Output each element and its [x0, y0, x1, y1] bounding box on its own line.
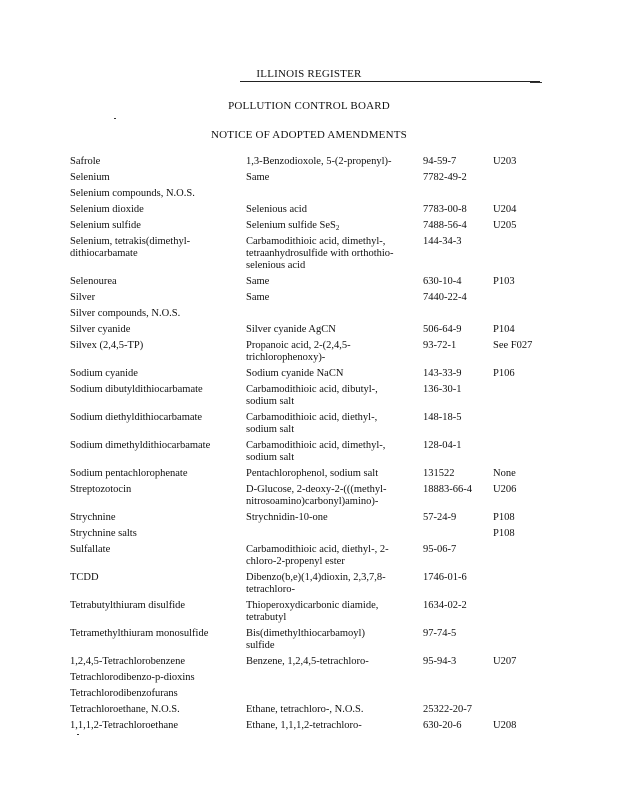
- constituent-name: Silver compounds, N.O.S.: [70, 308, 181, 319]
- header-rule: [240, 81, 540, 82]
- board-title: POLLUTION CONTROL BOARD: [228, 100, 390, 112]
- chemical-synonym: Same: [246, 172, 270, 183]
- constituent-name: Tetramethylthiuram monosulfide: [70, 628, 209, 639]
- chemical-synonym: Bis(dimethylthiocarbamoyl) sulfide: [246, 628, 365, 651]
- waste-code: U205: [493, 220, 517, 231]
- cas-number: 630-10-4: [423, 276, 462, 287]
- waste-code: U204: [493, 204, 517, 215]
- table-row: [0, 720, 618, 732]
- chemical-synonym: Dibenzo(b,e)(1,4)dioxin, 2,3,7,8- tetrachloro-: [246, 572, 386, 595]
- table-row: [0, 672, 618, 684]
- waste-code: P106: [493, 368, 515, 379]
- table-row: [0, 292, 618, 304]
- constituent-name: Tetrabutylthiuram disulfide: [70, 600, 186, 611]
- chemical-synonym: Carbamodithioic acid, dimethyl-, sodium salt: [246, 440, 386, 463]
- table-row: [0, 368, 618, 380]
- chemical-synonym: Sodium cyanide NaCN: [246, 368, 344, 379]
- waste-code: P108: [493, 528, 515, 539]
- constituent-name: Tetrachlorodibenzofurans: [70, 688, 178, 699]
- chemical-synonym: Ethane, tetrachloro-, N.O.S.: [246, 704, 364, 715]
- waste-code: U203: [493, 156, 517, 167]
- table-row: [0, 236, 618, 272]
- cas-number: 136-30-1: [423, 384, 462, 395]
- chemical-synonym: Carbamodithioic acid, dimethyl-, tetraanhydrosulfide with orthothio- selenious acid: [246, 236, 394, 271]
- cas-number: 630-20-6: [423, 720, 462, 731]
- chemical-synonym: Pentachlorophenol, sodium salt: [246, 468, 379, 479]
- cas-number: 57-24-9: [423, 512, 457, 523]
- chemical-synonym: Selenious acid: [246, 204, 307, 215]
- table-row: [0, 204, 618, 216]
- table-row: [0, 512, 618, 524]
- constituent-name: Selenium, tetrakis(dimethyl- dithiocarbamate: [70, 236, 191, 259]
- table-row: [0, 484, 618, 508]
- table-row: [0, 544, 618, 568]
- notice-title: NOTICE OF ADOPTED AMENDMENTS: [211, 129, 407, 141]
- chemical-synonym: Ethane, 1,1,1,2-tetrachloro-: [246, 720, 362, 731]
- table-row: [0, 412, 618, 436]
- constituent-name: Sodium cyanide: [70, 368, 138, 379]
- constituent-name: Selenium compounds, N.O.S.: [70, 188, 195, 199]
- table-row: [0, 188, 618, 200]
- table-row: [0, 656, 618, 668]
- constituent-name: Tetrachlorodibenzo-p-dioxins: [70, 672, 195, 683]
- constituent-name: Silvex (2,4,5-TP): [70, 340, 144, 351]
- constituent-name: Sulfallate: [70, 544, 111, 555]
- cas-number: 95-94-3: [423, 656, 457, 667]
- chemical-synonym: D-Glucose, 2-deoxy-2-(((methyl- nitrosoamino)carbonyl)amino)-: [246, 484, 387, 507]
- chemical-synonym: Selenium sulfide SeS$_2$: [246, 220, 340, 232]
- table-row: [0, 600, 618, 624]
- chemical-synonym: Same: [246, 292, 270, 303]
- cas-number: 95-06-7: [423, 544, 457, 555]
- waste-code: U206: [493, 484, 517, 495]
- chemical-synonym: Benzene, 1,2,4,5-tetrachloro-: [246, 656, 369, 667]
- chemical-synonym: Same: [246, 276, 270, 287]
- chemical-synonym: Propanoic acid, 2-(2,4,5- trichlorophenoxy)-: [246, 340, 351, 363]
- table-row: [0, 384, 618, 408]
- constituent-name: Selenourea: [70, 276, 117, 287]
- constituent-name: TCDD: [70, 572, 99, 583]
- constituent-name: 1,1,1,2-Tetrachloroethane: [70, 720, 179, 731]
- waste-code: None: [493, 468, 516, 479]
- header-rule-tick: [530, 82, 542, 83]
- hazardous-constituents-table: [0, 156, 618, 736]
- chemical-synonym: Carbamodithioic acid, diethyl-, sodium salt: [246, 412, 378, 435]
- table-row: [0, 324, 618, 336]
- table-row: [0, 468, 618, 480]
- cas-number: 128-04-1: [423, 440, 462, 451]
- table-row: [0, 704, 618, 716]
- constituent-name: Selenium: [70, 172, 110, 183]
- cas-number: 25322-20-7: [423, 704, 472, 715]
- scan-speck: [114, 118, 116, 119]
- cas-number: 7783-00-8: [423, 204, 467, 215]
- waste-code: U207: [493, 656, 517, 667]
- chemical-synonym: 1,3-Benzodioxole, 5-(2-propenyl)-: [246, 156, 392, 167]
- scan-speck: [77, 734, 79, 735]
- constituent-name: Strychnine: [70, 512, 116, 523]
- register-title: ILLINOIS REGISTER: [256, 68, 362, 80]
- cas-number: 7440-22-4: [423, 292, 467, 303]
- waste-code: P103: [493, 276, 515, 287]
- cas-number: 1746-01-6: [423, 572, 467, 583]
- cas-number: 94-59-7: [423, 156, 457, 167]
- table-row: [0, 340, 618, 364]
- table-row: [0, 172, 618, 184]
- constituent-name: Streptozotocin: [70, 484, 132, 495]
- chemical-synonym: Carbamodithioic acid, dibutyl-, sodium salt: [246, 384, 378, 407]
- cas-number: 148-18-5: [423, 412, 462, 423]
- constituent-name: Silver: [70, 292, 96, 303]
- table-row: [0, 308, 618, 320]
- constituent-name: Safrole: [70, 156, 101, 167]
- constituent-name: 1,2,4,5-Tetrachlorobenzene: [70, 656, 186, 667]
- table-row: [0, 220, 618, 232]
- table-row: [0, 628, 618, 652]
- constituent-name: Tetrachloroethane, N.O.S.: [70, 704, 180, 715]
- chemical-synonym: Thioperoxydicarbonic diamide, tetrabutyl: [246, 600, 379, 623]
- table-row: [0, 572, 618, 596]
- cas-number: 144-34-3: [423, 236, 462, 247]
- table-row: [0, 276, 618, 288]
- cas-number: 7488-56-4: [423, 220, 467, 231]
- constituent-name: Silver cyanide: [70, 324, 131, 335]
- constituent-name: Strychnine salts: [70, 528, 137, 539]
- chemical-synonym: Strychnidin-10-one: [246, 512, 328, 523]
- cas-number: 18883-66-4: [423, 484, 472, 495]
- waste-code: See F027: [493, 340, 533, 351]
- constituent-name: Selenium sulfide: [70, 220, 141, 231]
- cas-number: 93-72-1: [423, 340, 457, 351]
- constituent-name: Sodium pentachlorophenate: [70, 468, 188, 479]
- constituent-name: Selenium dioxide: [70, 204, 144, 215]
- chemical-synonym: Silver cyanide AgCN: [246, 324, 336, 335]
- waste-code: P108: [493, 512, 515, 523]
- waste-code: U208: [493, 720, 517, 731]
- cas-number: 97-74-5: [423, 628, 457, 639]
- cas-number: 7782-49-2: [423, 172, 467, 183]
- constituent-name: Sodium dimethyldithiocarbamate: [70, 440, 211, 451]
- table-row: [0, 688, 618, 700]
- cas-number: 131522: [423, 468, 455, 479]
- table-row: [0, 156, 618, 168]
- cas-number: 506-64-9: [423, 324, 462, 335]
- cas-number: 1634-02-2: [423, 600, 467, 611]
- chemical-synonym: Carbamodithioic acid, diethyl-, 2- chloro-2-propenyl ester: [246, 544, 389, 567]
- table-row: [0, 440, 618, 464]
- constituent-name: Sodium diethyldithiocarbamate: [70, 412, 203, 423]
- constituent-name: Sodium dibutyldithiocarbamate: [70, 384, 203, 395]
- table-row: [0, 528, 618, 540]
- cas-number: 143-33-9: [423, 368, 462, 379]
- waste-code: P104: [493, 324, 515, 335]
